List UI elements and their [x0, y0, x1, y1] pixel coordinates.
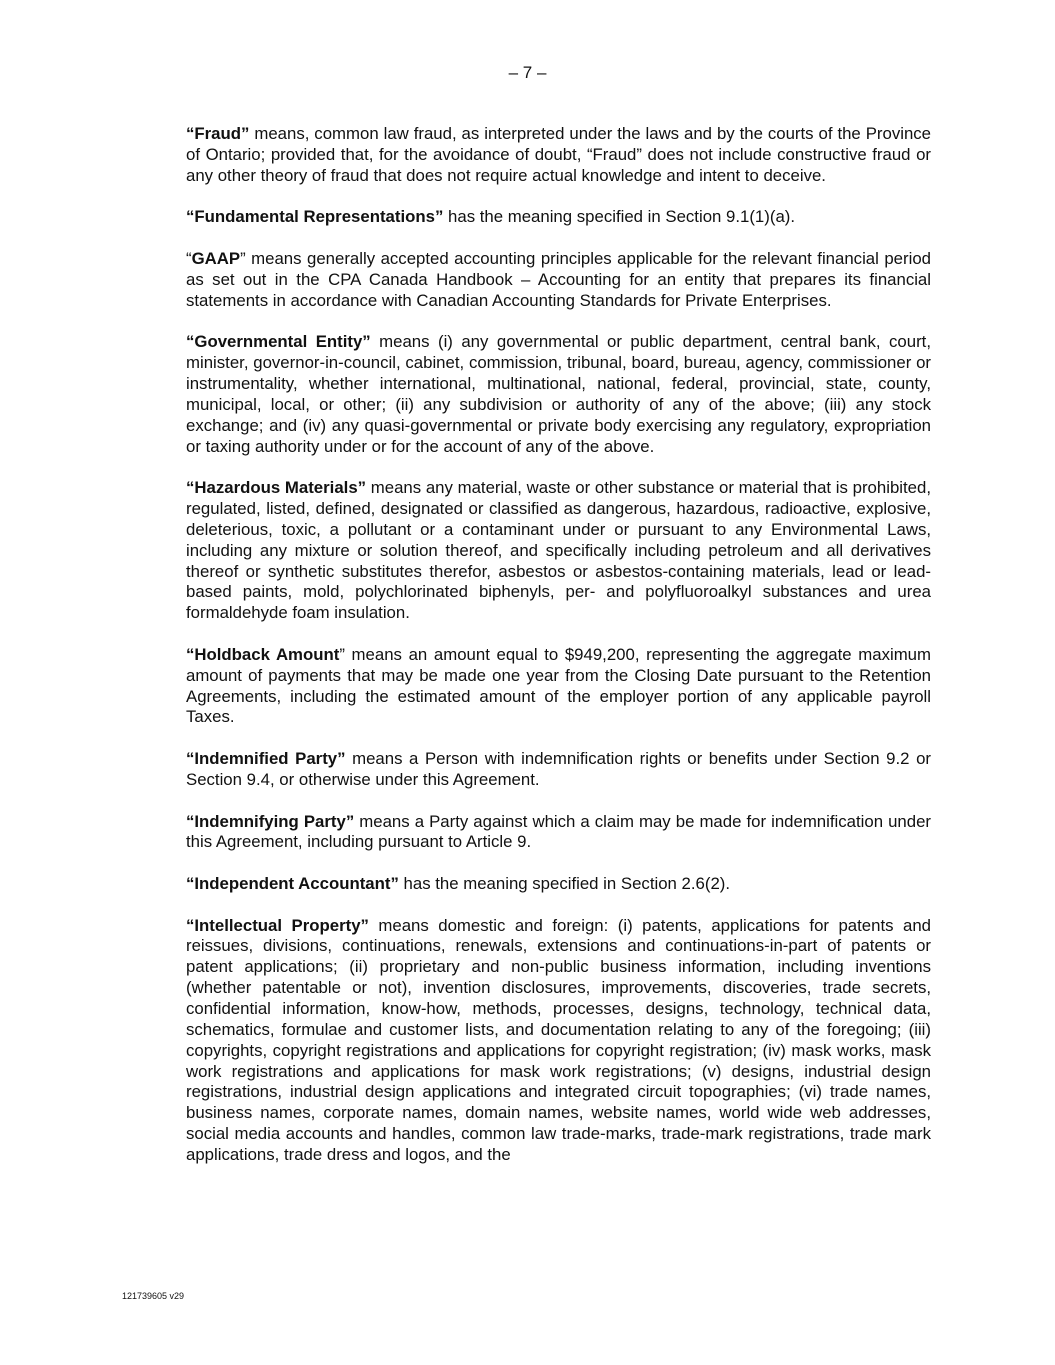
- defined-term: GAAP: [191, 248, 241, 268]
- definition-intellectual-property: [186, 916, 931, 1166]
- defined-term: “Holdback Amount: [186, 644, 340, 664]
- defined-term: “Indemnified Party”: [186, 749, 346, 769]
- definition-hazardous-materials: [186, 478, 931, 624]
- document-id: 121739605 v29: [122, 1291, 185, 1301]
- defined-term: “Governmental Entity”: [186, 332, 371, 352]
- definition-indemnifying-party: [186, 812, 931, 854]
- definition-governmental-entity: [186, 332, 931, 457]
- definition-text: means a Person with indemnification rights or benefits under Section 9.2 or Section 9.4, or otherwise under this Agreement.: [186, 749, 931, 789]
- definition-text: has the meaning specified in Section 2.6(2).: [398, 874, 731, 893]
- defined-term: “Independent Accountant”: [186, 874, 399, 893]
- definition-text: means a Party against which a claim may be made for indemnification under this Agreement, including pursuant to Article 9.: [186, 811, 932, 852]
- definitions-list: [186, 124, 931, 1187]
- definition-holdback-amount: [186, 645, 931, 728]
- definition-independent-accountant: [186, 874, 931, 895]
- definition-text: means domestic and foreign: (i) patents, applications for patents and reissues, divisions, continuations, renewals, extensions and continuations-in-part of patents or patent applications; (ii) proprietary and non-public business information, including inventions (whether patentable or not), invention disclosures, improvements, discoveries, trade secrets, confidential information, know-how, methods, processes, designs, technology, technical data, schematics, formulae and customer lists, and documentation relating to any of the foregoing; (iii) copyrights, copyright registrations and applications for copyright registration; (iv) mask works, mask work registrations and applications for mask work registrations; (v) designs, industrial design registrations, industrial design applications and integrated circuit topographies; (vi) trade names, business names, corporate names, domain names, website names, world wide web addresses, social media accounts and handles, common law trade-marks, trade-mark registrations, trade mark applications, trade dress and logos, and the: [186, 915, 931, 1164]
- definition-text: means any material, waste or other substance or material that is prohibited, regulated, listed, defined, designated or classified as dangerous, hazardous, radioactive, explosive, deleterious, toxic, a pollutant or a contaminant under or pursuant to any Environmental Laws, including any mixture or solution thereof, and specifically including petroleum and all derivatives thereof or synthetic substitutes therefor, asbestos or asbestos-containing materials, lead or lead-based paints, mold, polychlorinated biphenyls, per- and polyfluoroalkyl substances and urea formaldehyde foam insulation.: [186, 478, 931, 623]
- defined-term: “Indemnifying Party”: [186, 811, 355, 831]
- definition-text: means (i) any governmental or public department, central bank, court, minister, governor-in-council, cabinet, commission, tribunal, board, bureau, agency, commissioner or instrumentality, whether international, multinational, national, federal, provincial, state, county, municipal, local, or other; (ii) any subdivision or authority of any of the above; (iii) any stock exchange; and (iv) any quasi-governmental or private body exercising any regulatory, expropriation or taxing authority under or for the account of any of the above.: [186, 332, 931, 456]
- definition-fraud: [186, 124, 931, 187]
- definition-indemnified-party: [186, 749, 931, 791]
- definition-prefix: “: [186, 248, 192, 268]
- definition-text: ” means generally accepted accounting principles applicable for the relevant financial period as set out in the CPA Canada Handbook – Accounting for an entity that prepares its financial statements in accordance with Canadian Accounting Standards for Private Enterprises.: [186, 248, 931, 310]
- defined-term: “Fraud”: [186, 124, 250, 143]
- definition-text: ” means an amount equal to $949,200, representing the aggregate maximum amount of payments that may be made one year from the Closing Date pursuant to the Retention Agreements, including the estimated amount of the employer portion of any applicable payroll Taxes.: [186, 644, 931, 727]
- defined-term: “Intellectual Property”: [186, 915, 369, 935]
- definition-text: has the meaning specified in Section 9.1(1)(a).: [443, 207, 796, 227]
- defined-term: “Fundamental Representations”: [186, 207, 444, 227]
- page-number: – 7 –: [508, 63, 547, 82]
- definition-fundamental-representations: [186, 207, 931, 228]
- definition-text: means, common law fraud, as interpreted under the laws and by the courts of the Province of Ontario; provided that, for the avoidance of doubt, “Fraud” does not include constructive fraud or any other theory of fraud that does not require actual knowledge and intent to deceive.: [186, 124, 931, 185]
- definition-gaap: [186, 249, 931, 312]
- defined-term: “Hazardous Materials”: [186, 478, 367, 498]
